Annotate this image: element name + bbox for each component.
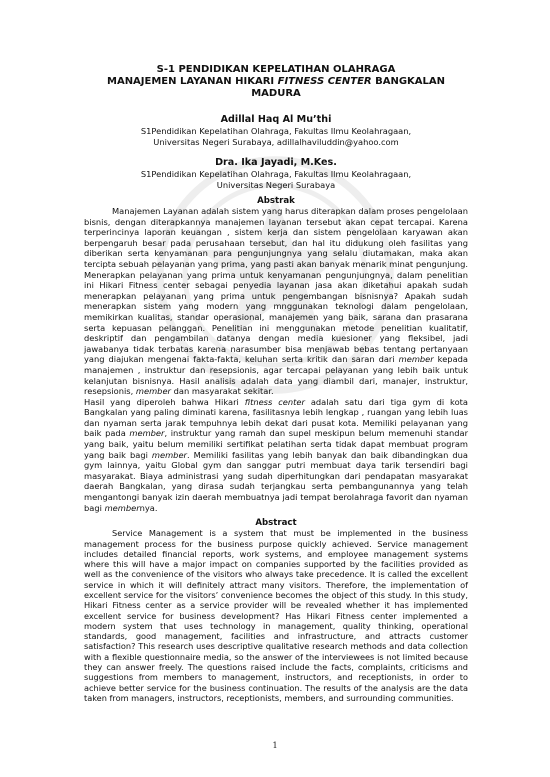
italic-term: fitness center: [244, 396, 305, 407]
author-block-2: [84, 157, 468, 191]
italic-term: member: [135, 386, 171, 397]
title-block: [84, 64, 468, 100]
abstrak-section: [84, 196, 468, 513]
text-segment: , instruktur yang ramah dan supel meskipun belum memenuhi standar yang baik, yaitu belum memiliki sertifikat pelatihan serta tidak dapat membuat program yang baik bagi: [84, 428, 468, 460]
italic-term: member: [104, 502, 140, 513]
text-segment: dan masyarakat sekitar.: [170, 386, 274, 397]
abstract-section: [84, 518, 468, 703]
text-segment: Manajemen Layanan adalah sistem yang harus diterapkan dalam proses pengelolaan bisnis, dengan diterapkannya manajemen layanan tersebut akan cepat tercapai. Karena terperincinya laporan keuangan , sistem kerja dan sistem pengelolaan karyawan akan berpengaruh besar pada perusahaan tersebut, dan hal itu didukung oleh fasilitas yang diberikan serta kenyamanan para pengunjungnya yang selalu diutamakan, maka akan tercipta sebuah pelayanan yang prima, yang pasti akan banyak menarik minat pengunjung. Menerapkan pelayanan yang prima untuk kenyamanan pengunjungnya, dalam penelitian ini Hikari Fitness center sebagai penyedia layanan jasa akan diketahui apakah sudah menerapkan pelayanan yang prima untuk pengembangan bisnisnya? Apakah sudah menerapkan sistem yang modern yang mnggunakan teknologi dalam pengelolaan, memikirkan kualitas, standar operasional, manajemen yang baik, sarana dan prasarana serta kepuasan pelanggan. Penelitian ini menggunakan metode penelitian kualitatif, deskriptif dan pengambilan datanya dengan media kuesioner yang fleksibel, jadi jawabanya tidak terbatas karena narasumber bisa menjawab bebas tentang pertanyaan yang diajukan mengenai fakta-fakta, keluhan serta kritik dan saran dari: [84, 206, 468, 365]
paper-content: [84, 64, 468, 703]
title-line-2-emphasis: FITNESS CENTER: [277, 76, 372, 87]
title-line-1: S-1 PENDIDIKAN KEPELATIHAN OLAHRAGA: [156, 64, 396, 75]
text-segment: Hasil yang diperoleh bahwa Hikari: [84, 396, 245, 407]
author-institution: Universitas Negeri Surabaya, adillalhaviluddin@yahoo.com: [153, 137, 399, 147]
text-segment: . Memiliki fasilitas yang lebih banyak dan baik dibandingkan dua gym lainnya, yaitu Global gym dan sanggar putri membuat daya tarik tersendiri bagi masyarakat. Biaya administrasi yang sudah diperhitungkan dari pendapatan masyarakat daerah Bangkalan, yang dirasa sudah terjangkau serta pembangunannya yang telah mengantongi banyak izin daerah membuatnya jadi tempat berolahraga favorit dan nyaman bagi: [84, 449, 468, 513]
author-name: Adillal Haq Al Mu’thi: [220, 114, 332, 125]
text-segment: adalah satu dari tiga gym di kota Bangkalan yang paling diminati karena, fasilitasnya lebih lengkap , ruangan yang lebih luas dan nyaman serta jarak tempuhnya lebih dekat dari pusat kota. Memiliki pelayanan yang baik pada: [84, 396, 468, 439]
author-name: Dra. Ika Jayadi, M.Kes.: [215, 157, 337, 168]
title-line-2-end: BANGKALAN MADURA: [251, 76, 445, 99]
title-line-2: [84, 76, 468, 100]
author-block-1: [84, 114, 468, 148]
abstrak-paragraph-2: [84, 397, 468, 514]
author-institution: Universitas Negeri Surabaya: [216, 180, 336, 190]
abstrak-paragraph-1: [84, 206, 468, 397]
title-line-2-start: MANAJEMEN LAYANAN HIKARI: [107, 76, 278, 87]
abstrak-heading: Abstrak: [257, 196, 295, 206]
text-segment: kepada manajemen , instruktur dan resepsionis, agar tercapai pelayanan yang lebih baik untuk kelanjutan bisnisnya. Hasil analisis adalah data yang diambil dari, manajer, instruktur, resepsionis,: [84, 354, 469, 397]
page-number: 1: [272, 741, 278, 750]
italic-term: member: [398, 354, 434, 365]
abstract-heading: Abstract: [255, 518, 297, 529]
abstract-paragraph: Service Management is a system that must be implemented in the business management process for the business purpose quickly achieved. Service management includes detailed financial reports, work systems, and employee management systems where this will have a major impact on companies supported by the facilities provided as well as the convenience of the visitors who always take precedence. It is called the excellent service in which it will definitely attract many visitors. Therefore, the implementation of excellent service for the visitors’ convenience becomes the object of this study. In this study, Hikari Fitness center as a service provider will be revealed whether it has implemented excellent service for business development? Has Hikari Fitness center implemented a modern system that uses technology in management, quality thinking, operational standards, good management, facilities and infrastructure, and attracts customer satisfaction? This research uses descriptive qualitative research methods and data collection with a flexible questionnaire media, so the answer of the interviewees is not limited because they can answer freely. The questions raised include the facts, complaints, criticisms and suggestions from members to management, instructors, and receptionists, in order to achieve better service for the business continuation. The results of the analysis are the data taken from managers, instructors, receptionists, members, and surrounding communities.: [84, 528, 468, 703]
text-segment: nya.: [139, 502, 158, 513]
author-affiliation: S1Pendidikan Kepelatihan Olahraga, Fakultas Ilmu Keolahragaan,: [140, 126, 412, 136]
italic-term: member: [129, 428, 165, 439]
author-affiliation: S1Pendidikan Kepelatihan Olahraga, Fakultas Ilmu Keolahragaan,: [140, 169, 412, 179]
italic-term: member: [151, 449, 187, 460]
